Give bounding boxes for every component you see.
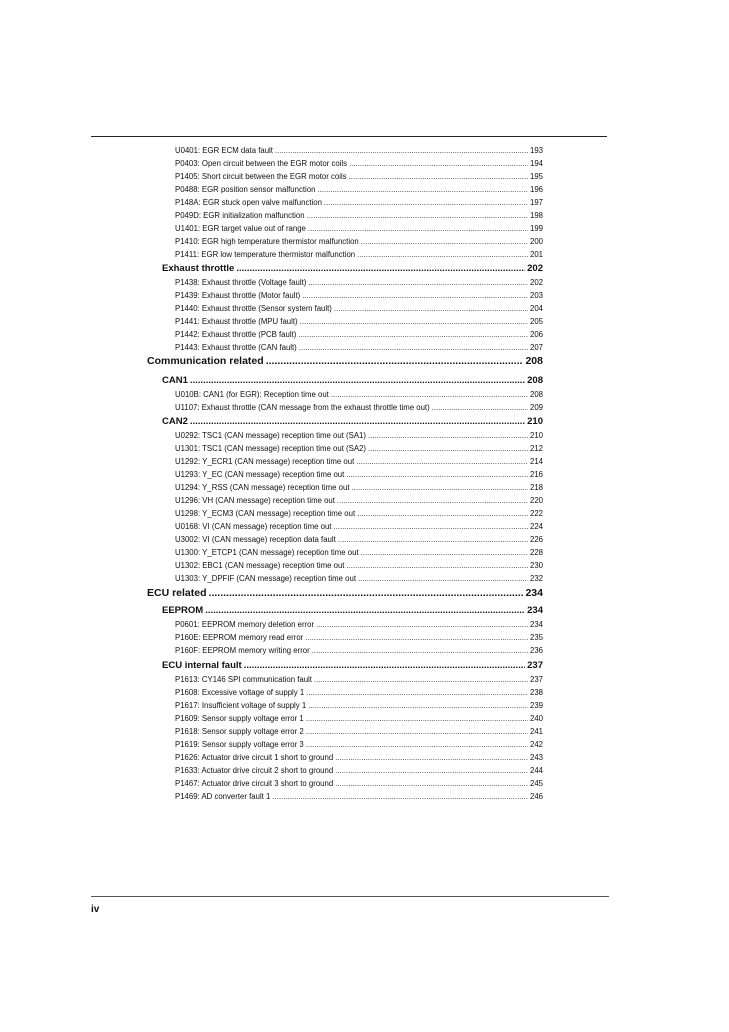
toc-entry-page: 214 xyxy=(529,457,543,466)
dot-leader xyxy=(308,276,528,289)
dot-leader xyxy=(335,764,528,777)
toc-entry-page: 208 xyxy=(529,390,543,399)
toc-entry-title: CAN1 xyxy=(162,375,188,386)
dot-leader xyxy=(349,157,528,170)
toc-entry-page: 236 xyxy=(529,646,543,655)
toc-entry-page: 197 xyxy=(529,198,543,207)
dot-leader xyxy=(312,644,528,657)
toc-entry[interactable] xyxy=(175,546,543,559)
dot-leader xyxy=(324,196,528,209)
toc-entry[interactable] xyxy=(175,507,543,520)
toc-entry[interactable] xyxy=(175,738,543,751)
toc-entry[interactable] xyxy=(175,276,543,289)
toc-entry-title: P1626: Actuator drive circuit 1 short to ground xyxy=(175,753,334,762)
dot-leader xyxy=(331,388,528,401)
dot-leader xyxy=(338,533,528,546)
toc-entry-title: U0292: TSC1 (CAN message) reception time out (SA1) xyxy=(175,431,366,440)
toc-entry-title: U1300: Y_ETCP1 (CAN message) reception time out xyxy=(175,548,359,557)
toc-entry-title: P049D: EGR initialization malfunction xyxy=(175,211,305,220)
toc-entry-title: U1292: Y_ECR1 (CAN message) reception time out xyxy=(175,457,355,466)
dot-leader xyxy=(190,373,525,389)
dot-leader xyxy=(205,603,525,619)
toc-entry-title: ECU internal fault xyxy=(162,660,242,671)
toc-entry[interactable] xyxy=(175,196,543,209)
toc-entry[interactable] xyxy=(175,442,543,455)
toc-entry-page: 210 xyxy=(527,416,543,427)
toc-entry[interactable] xyxy=(175,764,543,777)
toc-entry-title: U1107: Exhaust throttle (CAN message from the exhaust throttle time out) xyxy=(175,403,430,412)
toc-entry[interactable] xyxy=(175,170,543,183)
toc-entry[interactable] xyxy=(175,328,543,341)
dot-leader xyxy=(236,261,525,277)
toc-entry-page: 212 xyxy=(529,444,543,453)
toc-entry-title: P1467: Actuator drive circuit 3 short to ground xyxy=(175,779,334,788)
toc-entry-title: P1438: Exhaust throttle (Voltage fault) xyxy=(175,278,307,287)
dot-leader xyxy=(368,442,528,455)
toc-entry-page: 201 xyxy=(529,250,543,259)
toc-entry[interactable] xyxy=(175,481,543,494)
toc-entry-page: 226 xyxy=(529,535,543,544)
dot-leader xyxy=(300,315,528,328)
toc-entry-title: P1442: Exhaust throttle (PCB fault) xyxy=(175,330,297,339)
toc-section-heading[interactable] xyxy=(147,584,543,602)
dot-leader xyxy=(346,559,528,572)
toc-entry-page: 207 xyxy=(529,343,543,352)
toc-entry-title: P1619: Sensor supply voltage error 3 xyxy=(175,740,304,749)
dot-leader xyxy=(346,468,528,481)
toc-entry-title: U0168: VI (CAN message) reception time out xyxy=(175,522,332,531)
toc-entry-title: P1469: AD converter fault 1 xyxy=(175,792,271,801)
dot-leader xyxy=(335,777,528,790)
toc-entry-title: P160E: EEPROM memory read error xyxy=(175,633,304,642)
toc-entry[interactable] xyxy=(175,455,543,468)
toc-entry-title: P160F: EEPROM memory writing error xyxy=(175,646,310,655)
toc-entry[interactable] xyxy=(175,157,543,170)
toc-entry-page: 210 xyxy=(529,431,543,440)
toc-entry-page: 195 xyxy=(529,172,543,181)
dot-leader xyxy=(356,455,528,468)
toc-entry[interactable] xyxy=(175,751,543,764)
dot-leader xyxy=(361,546,528,559)
toc-entry-page: 203 xyxy=(529,291,543,300)
dot-leader xyxy=(316,618,528,631)
toc-entry-page: 198 xyxy=(529,211,543,220)
dot-leader xyxy=(266,352,524,370)
toc-entry-page: 239 xyxy=(529,701,543,710)
toc-entry-page: 209 xyxy=(529,403,543,412)
toc-entry-page: 220 xyxy=(529,496,543,505)
toc-entry-page: 241 xyxy=(529,727,543,736)
toc-entry-page: 240 xyxy=(529,714,543,723)
toc-entry-page: 202 xyxy=(527,263,543,274)
dot-leader xyxy=(306,686,528,699)
toc-entry-page: 228 xyxy=(529,548,543,557)
toc-entry-page: 194 xyxy=(529,159,543,168)
dot-leader xyxy=(335,751,528,764)
toc-entry[interactable] xyxy=(175,631,543,644)
dot-leader xyxy=(357,248,528,261)
toc-entry[interactable] xyxy=(175,618,543,631)
toc-entry-title: U1301: TSC1 (CAN message) reception time out (SA2) xyxy=(175,444,366,453)
toc-entry-page: 216 xyxy=(529,470,543,479)
toc-entry-page: 224 xyxy=(529,522,543,531)
dot-leader xyxy=(272,790,528,803)
toc-entry-title: P1405: Short circuit between the EGR motor coils xyxy=(175,172,347,181)
toc-entry-title: EEPROM xyxy=(162,605,204,616)
dot-leader xyxy=(352,481,528,494)
toc-entry-page: 199 xyxy=(529,224,543,233)
dot-leader xyxy=(209,584,524,602)
toc-entry[interactable] xyxy=(175,533,543,546)
dot-leader xyxy=(432,401,528,414)
toc-entry[interactable] xyxy=(175,315,543,328)
toc-entry-title: U3002: VI (CAN message) reception data fault xyxy=(175,535,336,544)
toc-subsection-heading[interactable] xyxy=(162,261,543,277)
toc-entry-title: P1608: Excessive voltage of supply 1 xyxy=(175,688,305,697)
dot-leader xyxy=(308,699,528,712)
toc-entry-page: 230 xyxy=(529,561,543,570)
toc-entry-page: 245 xyxy=(529,779,543,788)
page-number: iv xyxy=(91,904,100,915)
toc-entry-page: 208 xyxy=(525,355,543,367)
toc-entry-title: P1609: Sensor supply voltage error 1 xyxy=(175,714,304,723)
toc-entry-page: 246 xyxy=(529,792,543,801)
toc-entry[interactable] xyxy=(175,289,543,302)
dot-leader xyxy=(302,289,528,302)
toc-entry-title: P0403: Open circuit between the EGR motor coils xyxy=(175,159,348,168)
toc-entry-title: P0488: EGR position sensor malfunction xyxy=(175,185,316,194)
toc-entry-page: 235 xyxy=(529,633,543,642)
toc-entry-title: U1302: EBC1 (CAN message) reception time out xyxy=(175,561,345,570)
toc-entry-title: U1401: EGR target value out of range xyxy=(175,224,306,233)
toc-entry-page: 242 xyxy=(529,740,543,749)
dot-leader xyxy=(333,520,528,533)
toc-entry-title: CAN2 xyxy=(162,416,188,427)
toc-entry-title: U010B: CAN1 (for EGR): Reception time out xyxy=(175,390,329,399)
toc-entry-page: 206 xyxy=(529,330,543,339)
dot-leader xyxy=(317,183,528,196)
toc-entry-page: 202 xyxy=(529,278,543,287)
toc-entry[interactable] xyxy=(175,183,543,196)
toc-entry-page: 238 xyxy=(529,688,543,697)
toc-entry-title: U1293: Y_EC (CAN message) reception time out xyxy=(175,470,345,479)
toc-entry[interactable] xyxy=(175,712,543,725)
toc-entry-page: 232 xyxy=(529,574,543,583)
toc-entry-title: P1410: EGR high temperature thermistor malfunction xyxy=(175,237,359,246)
dot-leader xyxy=(314,673,528,686)
toc-entry[interactable] xyxy=(175,725,543,738)
toc-entry-page: 237 xyxy=(527,660,543,671)
toc-entry-page: 218 xyxy=(529,483,543,492)
toc-entry-page: 200 xyxy=(529,237,543,246)
dot-leader xyxy=(349,170,528,183)
toc-entry[interactable] xyxy=(175,235,543,248)
toc-entry[interactable] xyxy=(175,388,543,401)
toc-entry-page: 244 xyxy=(529,766,543,775)
toc-entry[interactable] xyxy=(175,144,543,157)
toc-subsection-heading[interactable] xyxy=(162,658,543,674)
toc-entry-page: 196 xyxy=(529,185,543,194)
toc-subsection-heading[interactable] xyxy=(162,414,543,430)
toc-entry-title: Exhaust throttle xyxy=(162,263,235,274)
toc-entry-title: U1294: Y_RSS (CAN message) reception time out xyxy=(175,483,350,492)
toc-entry-title: P1613: CY146 SPI communication fault xyxy=(175,675,312,684)
dot-leader xyxy=(368,429,528,442)
toc-entry[interactable] xyxy=(175,248,543,261)
toc-entry-page: 204 xyxy=(529,304,543,313)
toc-entry-page: 208 xyxy=(527,375,543,386)
toc-entry[interactable] xyxy=(175,209,543,222)
toc-entry[interactable] xyxy=(175,429,543,442)
toc-entry-title: P1440: Exhaust throttle (Sensor system fault) xyxy=(175,304,332,313)
toc-entry[interactable] xyxy=(175,302,543,315)
toc-entry-title: P1617: Insufficient voltage of supply 1 xyxy=(175,701,307,710)
toc-entry[interactable] xyxy=(175,520,543,533)
dot-leader xyxy=(307,209,528,222)
toc-entry-page: 222 xyxy=(529,509,543,518)
toc-entry[interactable] xyxy=(175,401,543,414)
toc-entry-page: 243 xyxy=(529,753,543,762)
toc-entry[interactable] xyxy=(175,699,543,712)
toc-entry-page: 237 xyxy=(529,675,543,684)
toc-entry-title: P1618: Sensor supply voltage error 2 xyxy=(175,727,304,736)
dot-leader xyxy=(337,494,528,507)
dot-leader xyxy=(357,507,528,520)
toc-entry-title: P0601: EEPROM memory deletion error xyxy=(175,620,315,629)
toc-entry-title: U1296: VH (CAN message) reception time out xyxy=(175,496,335,505)
dot-leader xyxy=(306,725,528,738)
toc-entry-title: U0401: EGR ECM data fault xyxy=(175,146,273,155)
dot-leader xyxy=(275,144,528,157)
toc-entry[interactable] xyxy=(175,222,543,235)
toc-entry[interactable] xyxy=(175,644,543,657)
toc-section-heading[interactable] xyxy=(147,352,543,370)
toc-entry-page: 193 xyxy=(529,146,543,155)
dot-leader xyxy=(308,222,528,235)
toc-entry[interactable] xyxy=(175,673,543,686)
toc-subsection-heading[interactable] xyxy=(162,603,543,619)
toc-subsection-heading[interactable] xyxy=(162,373,543,389)
toc-entry[interactable] xyxy=(175,790,543,803)
dot-leader xyxy=(190,414,525,430)
toc-entry-title: P1443: Exhaust throttle (CAN fault) xyxy=(175,343,297,352)
toc-entry[interactable] xyxy=(175,559,543,572)
dot-leader xyxy=(334,302,528,315)
toc-entry-page: 234 xyxy=(527,605,543,616)
toc-entry-title: ECU related xyxy=(147,587,207,599)
toc-entry-page: 205 xyxy=(529,317,543,326)
dot-leader xyxy=(305,631,528,644)
dot-leader xyxy=(361,235,528,248)
dot-leader xyxy=(306,712,528,725)
toc-entry[interactable] xyxy=(175,468,543,481)
toc-entry-title: P1633: Actuator drive circuit 2 short to ground xyxy=(175,766,334,775)
toc-entry-title: P148A: EGR stuck open valve malfunction xyxy=(175,198,322,207)
toc-entry-title: Communication related xyxy=(147,355,264,367)
toc-entry-title: P1439: Exhaust throttle (Motor fault) xyxy=(175,291,301,300)
toc-entry-page: 234 xyxy=(529,620,543,629)
toc-entry[interactable] xyxy=(175,777,543,790)
toc-entry-page: 234 xyxy=(525,587,543,599)
header-rule xyxy=(91,136,607,137)
dot-leader xyxy=(244,658,525,674)
toc-entry-title: P1411: EGR low temperature thermistor malfunction xyxy=(175,250,356,259)
toc-entry[interactable] xyxy=(175,494,543,507)
toc-entry-title: P1441: Exhaust throttle (MPU fault) xyxy=(175,317,298,326)
toc-entry-title: U1298: Y_ECM3 (CAN message) reception time out xyxy=(175,509,356,518)
dot-leader xyxy=(298,328,528,341)
toc-entry-title: U1303: Y_DPFIF (CAN message) reception time out xyxy=(175,574,356,583)
toc-entry[interactable] xyxy=(175,686,543,699)
dot-leader xyxy=(306,738,528,751)
footer-rule xyxy=(91,896,609,897)
